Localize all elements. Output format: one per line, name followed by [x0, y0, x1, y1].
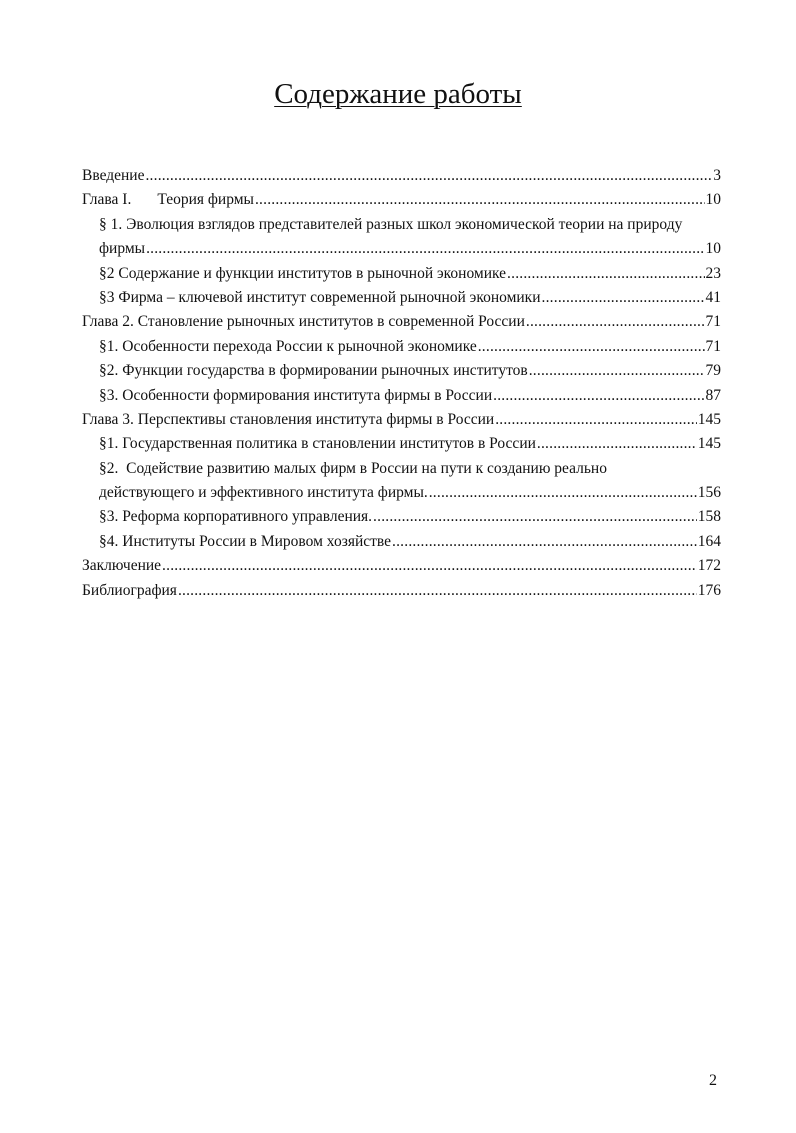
toc-entry-section-2-2[interactable]: §2. Функции государства в формировании рыночных институтов ..... 79 [82, 359, 721, 383]
toc-entry-section-1-1[interactable]: § 1. Эволюция взглядов представителей разных школ экономической теории на природу [99, 215, 683, 233]
dot-leader [392, 530, 697, 554]
toc-entry-section-3-3[interactable]: §3. Реформа корпоративного управления. ..... 158 [82, 505, 721, 529]
toc-entry-section-3-1[interactable]: §1. Государственная политика в становлении институтов в России ..... 145 [82, 432, 721, 456]
table-of-contents [82, 164, 721, 603]
toc-entry-section-3-2[interactable]: §2. Содействие развитию малых фирм в России на пути к созданию реально [99, 459, 607, 477]
dot-leader [373, 505, 697, 529]
page-number: 2 [709, 1072, 717, 1089]
toc-entry-section-1-3[interactable]: §3 Фирма – ключевой институт современной рыночной экономики ..... 41 [82, 286, 721, 310]
dot-leader [537, 432, 697, 456]
toc-entry-section-1-2[interactable]: §2 Содержание и функции институтов в рыночной экономике ..... 23 [82, 262, 721, 286]
dot-leader [495, 408, 697, 432]
toc-entry-section-2-1[interactable]: §1. Особенности перехода России к рыночной экономике ..... 71 [82, 335, 721, 359]
dot-leader [542, 286, 705, 310]
toc-entry-section-3-4[interactable]: §4. Институты России в Мировом хозяйстве ..... 164 [82, 530, 721, 554]
toc-entry-chapter-1[interactable]: Глава I. Теория фирмы ..... 10 [82, 188, 721, 212]
toc-entry-section-1-1-cont[interactable]: фирмы ..... 10 [82, 237, 721, 261]
dot-leader [429, 481, 697, 505]
toc-entry-section-3-2-cont[interactable]: действующего и эффективного института фирмы. ..... 156 [82, 481, 721, 505]
dot-leader [146, 237, 704, 261]
dot-leader [162, 554, 697, 578]
dot-leader [478, 335, 705, 359]
toc-entry-introduction[interactable]: Введение ..... 3 [82, 164, 721, 188]
dot-leader [529, 359, 705, 383]
dot-leader [493, 384, 704, 408]
dot-leader [507, 262, 704, 286]
toc-entry-chapter-2[interactable]: Глава 2. Становление рыночных институтов в современной России ..... 71 [82, 310, 721, 334]
page-title: Содержание работы [274, 78, 522, 110]
dot-leader [255, 188, 705, 212]
toc-entry-section-2-3[interactable]: §3. Особенности формирования института фирмы в России ..... 87 [82, 384, 721, 408]
toc-entry-conclusion[interactable]: Заключение ..... 172 [82, 554, 721, 578]
dot-leader [526, 310, 705, 334]
toc-entry-chapter-3[interactable]: Глава 3. Перспективы становления института фирмы в России ..... 145 [82, 408, 721, 432]
dot-leader [145, 164, 712, 188]
dot-leader [178, 579, 697, 603]
toc-entry-bibliography[interactable]: Библиография ..... 176 [82, 579, 721, 603]
